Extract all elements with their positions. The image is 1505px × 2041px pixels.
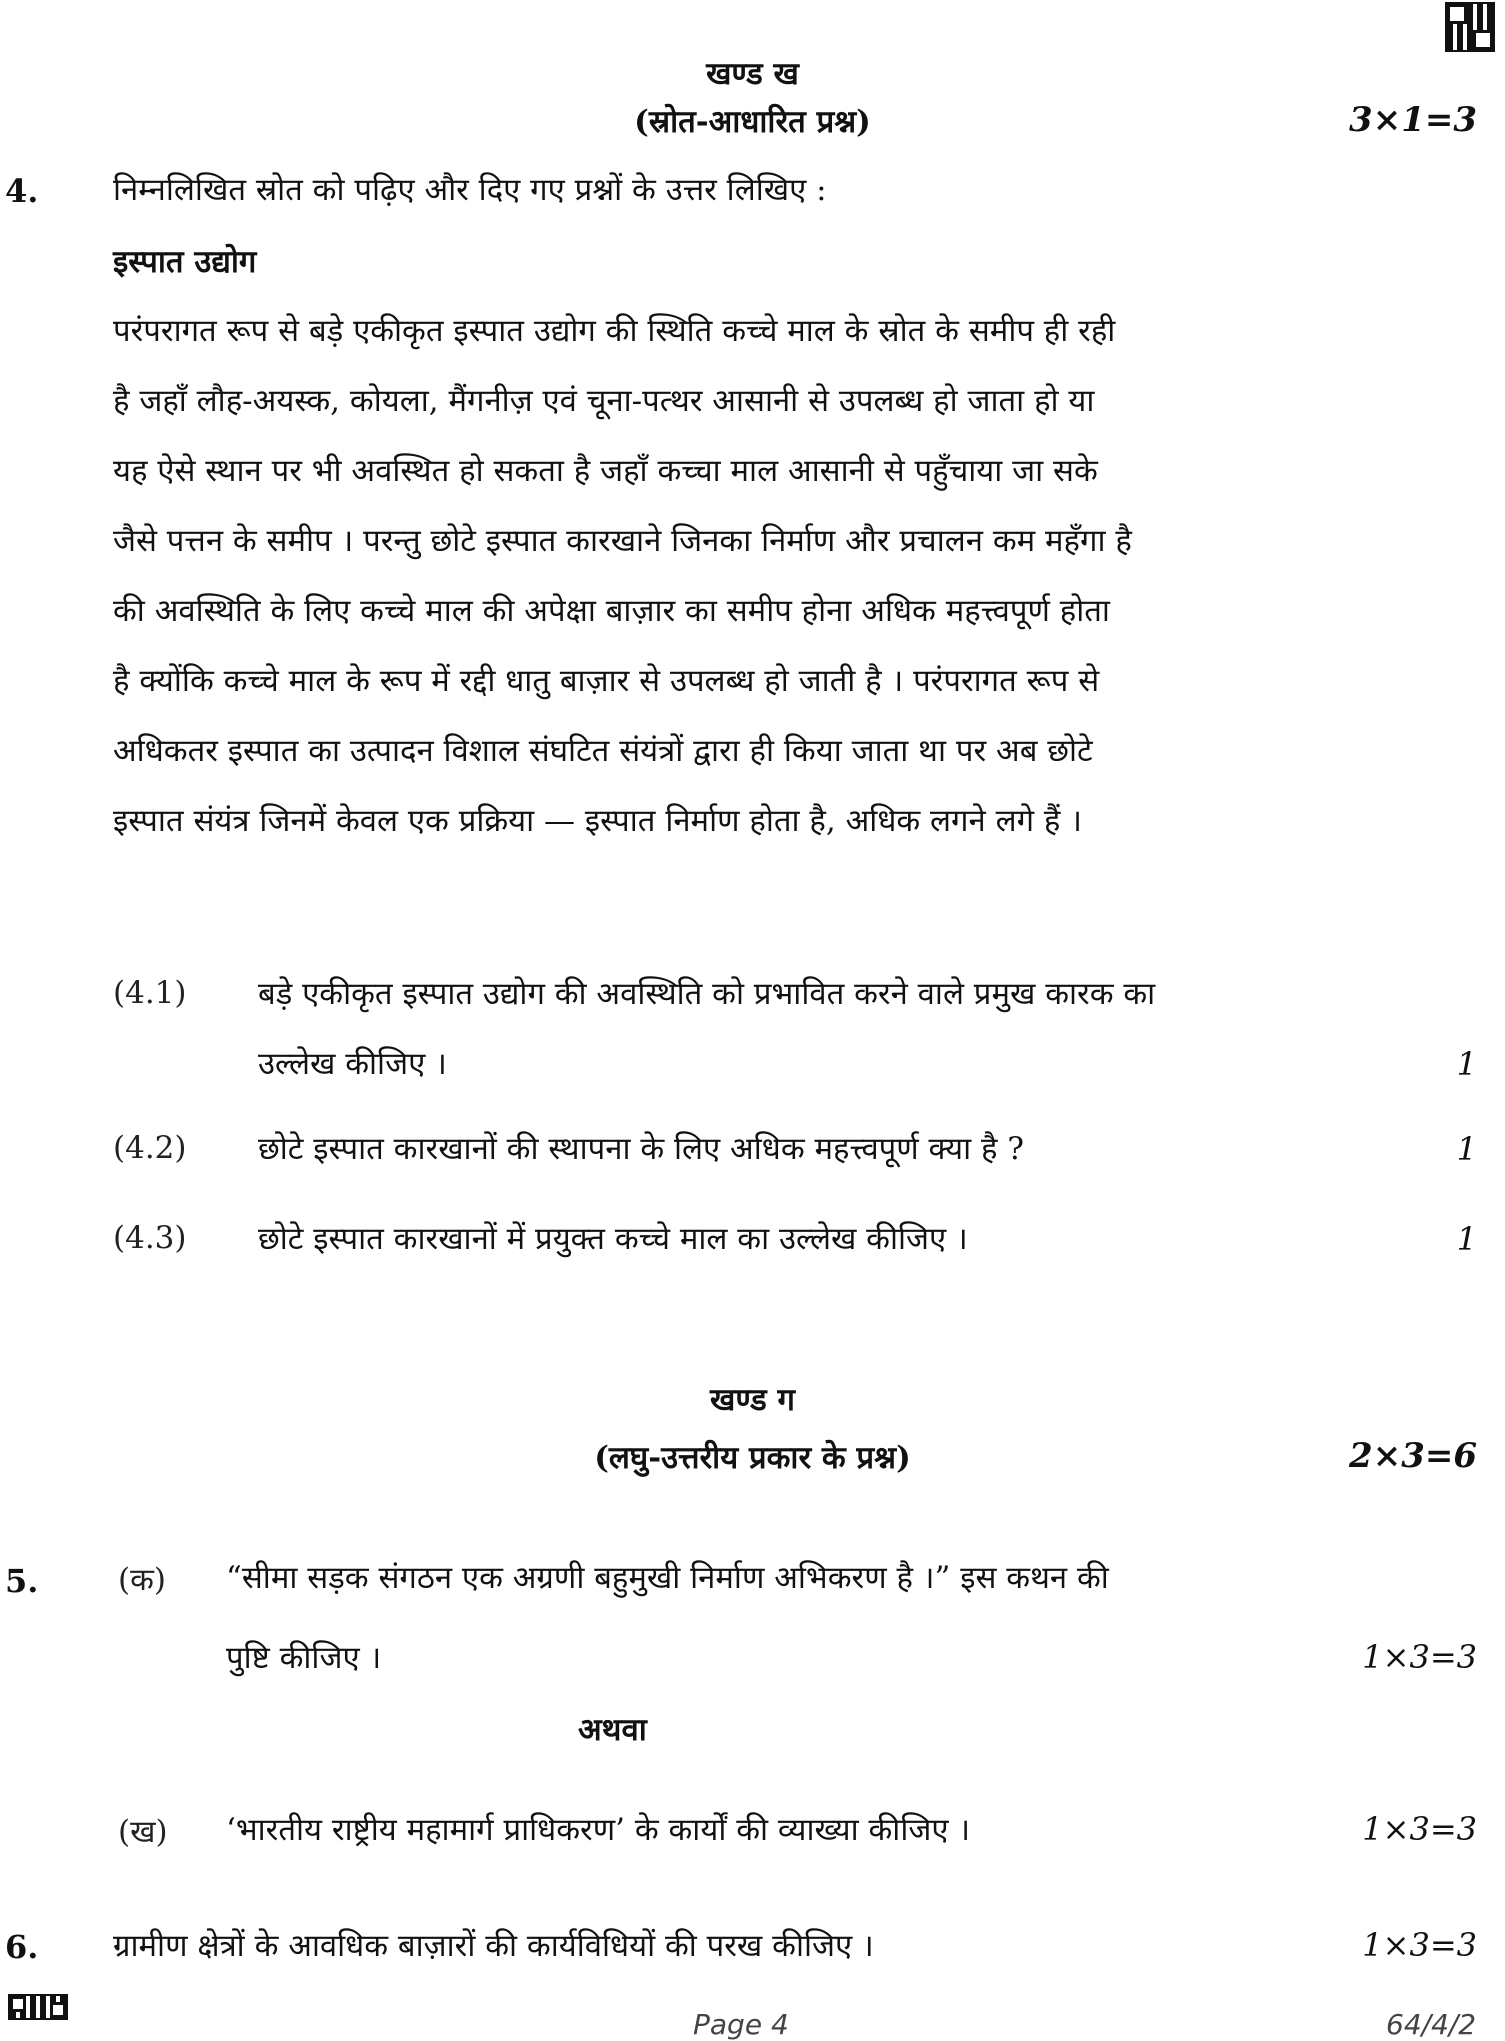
option-label: (क) — [118, 1562, 166, 1598]
section-c-title: खण्ड ग — [710, 1382, 795, 1418]
source-passage — [113, 296, 1413, 856]
subquestion-marks: 1 — [1456, 1130, 1477, 1168]
option-text-cont: पुष्टि कीजिए । — [226, 1640, 382, 1676]
subquestion-marks: 1 — [1456, 1045, 1477, 1083]
passage-line: की अवस्थिति के लिए कच्चे माल की अपेक्षा बाज़ार का समीप होना अधिक महत्त्वपूर्ण होता — [113, 593, 1110, 629]
section-b-marks: 3×1=3 — [1349, 100, 1477, 140]
subquestion-text: छोटे इस्पात कारखानों में प्रयुक्त कच्चे माल का उल्लेख कीजिए । — [258, 1221, 968, 1257]
option-label: (ख) — [118, 1814, 168, 1850]
passage-line: है जहाँ लौह-अयस्क, कोयला, मैंगनीज़ एवं चूना-पत्थर आसानी से उपलब्ध हो जाता हो या — [113, 383, 1095, 419]
paper-code: 64/4/2 — [1386, 2008, 1477, 2041]
subquestion-number: (4.2) — [113, 1130, 187, 1166]
passage-line: अधिकतर इस्पात का उत्पादन विशाल संघटित संयंत्रों द्वारा ही किया जाता था पर अब छोटे — [113, 733, 1093, 769]
subquestion-number: (4.3) — [113, 1220, 187, 1256]
question-number: 6. — [5, 1928, 39, 1966]
subquestion-marks: 1 — [1456, 1220, 1477, 1258]
section-b-title: खण्ड ख — [706, 56, 799, 92]
passage-line: यह ऐसे स्थान पर भी अवस्थित हो सकता है जहाँ कच्चा माल आसानी से पहुँचाया जा सके — [113, 453, 1098, 489]
section-b-subtitle: (स्रोत-आधारित प्रश्न) — [634, 104, 871, 140]
subquestion-text: छोटे इस्पात कारखानों की स्थापना के लिए अधिक महत्त्वपूर्ण क्या है ? — [258, 1131, 1024, 1167]
qr-code-icon — [1447, 4, 1493, 50]
option-text: ‘भारतीय राष्ट्रीय महामार्ग प्राधिकरण’ के कार्यों की व्याख्या कीजिए । — [226, 1812, 971, 1848]
or-label: अथवा — [578, 1712, 647, 1748]
qr-code-icon — [10, 1996, 66, 2018]
section-c-marks: 2×3=6 — [1349, 1436, 1477, 1476]
passage-heading: इस्पात उद्योग — [113, 244, 257, 280]
subquestion-number: (4.1) — [113, 975, 187, 1011]
question-number: 5. — [5, 1562, 39, 1600]
question-text: ग्रामीण क्षेत्रों के आवधिक बाज़ारों की कार्यविधियों की परख कीजिए । — [113, 1928, 874, 1964]
subquestion-text: बड़े एकीकृत इस्पात उद्योग की अवस्थिति को प्रभावित करने वाले प्रमुख कारक का — [258, 976, 1156, 1012]
passage-line: जैसे पत्तन के समीप । परन्तु छोटे इस्पात कारखाने जिनका निर्माण और प्रचालन कम महँगा है — [113, 523, 1132, 559]
passage-line: इस्पात संयंत्र जिनमें केवल एक प्रक्रिया — इस्पात निर्माण होता है, अधिक लगने लगे हैं । — [113, 803, 1082, 839]
subquestion-text-cont: उल्लेख कीजिए । — [258, 1046, 447, 1082]
passage-line: परंपरागत रूप से बड़े एकीकृत इस्पात उद्योग की स्थिति कच्चे माल के स्रोत के समीप ही रही — [113, 313, 1116, 349]
option-marks: 1×3=3 — [1362, 1810, 1477, 1848]
option-text: “सीमा सड़क संगठन एक अग्रणी बहुमुखी निर्माण अभिकरण है ।” इस कथन की — [226, 1560, 1109, 1596]
option-marks: 1×3=3 — [1362, 1638, 1477, 1676]
question-number: 4. — [5, 172, 39, 210]
section-c-subtitle: (लघु-उत्तरीय प्रकार के प्रश्न) — [594, 1440, 911, 1476]
page-number: Page 4 — [693, 2008, 789, 2041]
question-marks: 1×3=3 — [1362, 1926, 1477, 1964]
passage-line: है क्योंकि कच्चे माल के रूप में रद्दी धातु बाज़ार से उपलब्ध हो जाती है । परंपरागत रूप से — [113, 663, 1100, 699]
question-instruction: निम्नलिखित स्रोत को पढ़िए और दिए गए प्रश्नों के उत्तर लिखिए : — [113, 172, 827, 208]
